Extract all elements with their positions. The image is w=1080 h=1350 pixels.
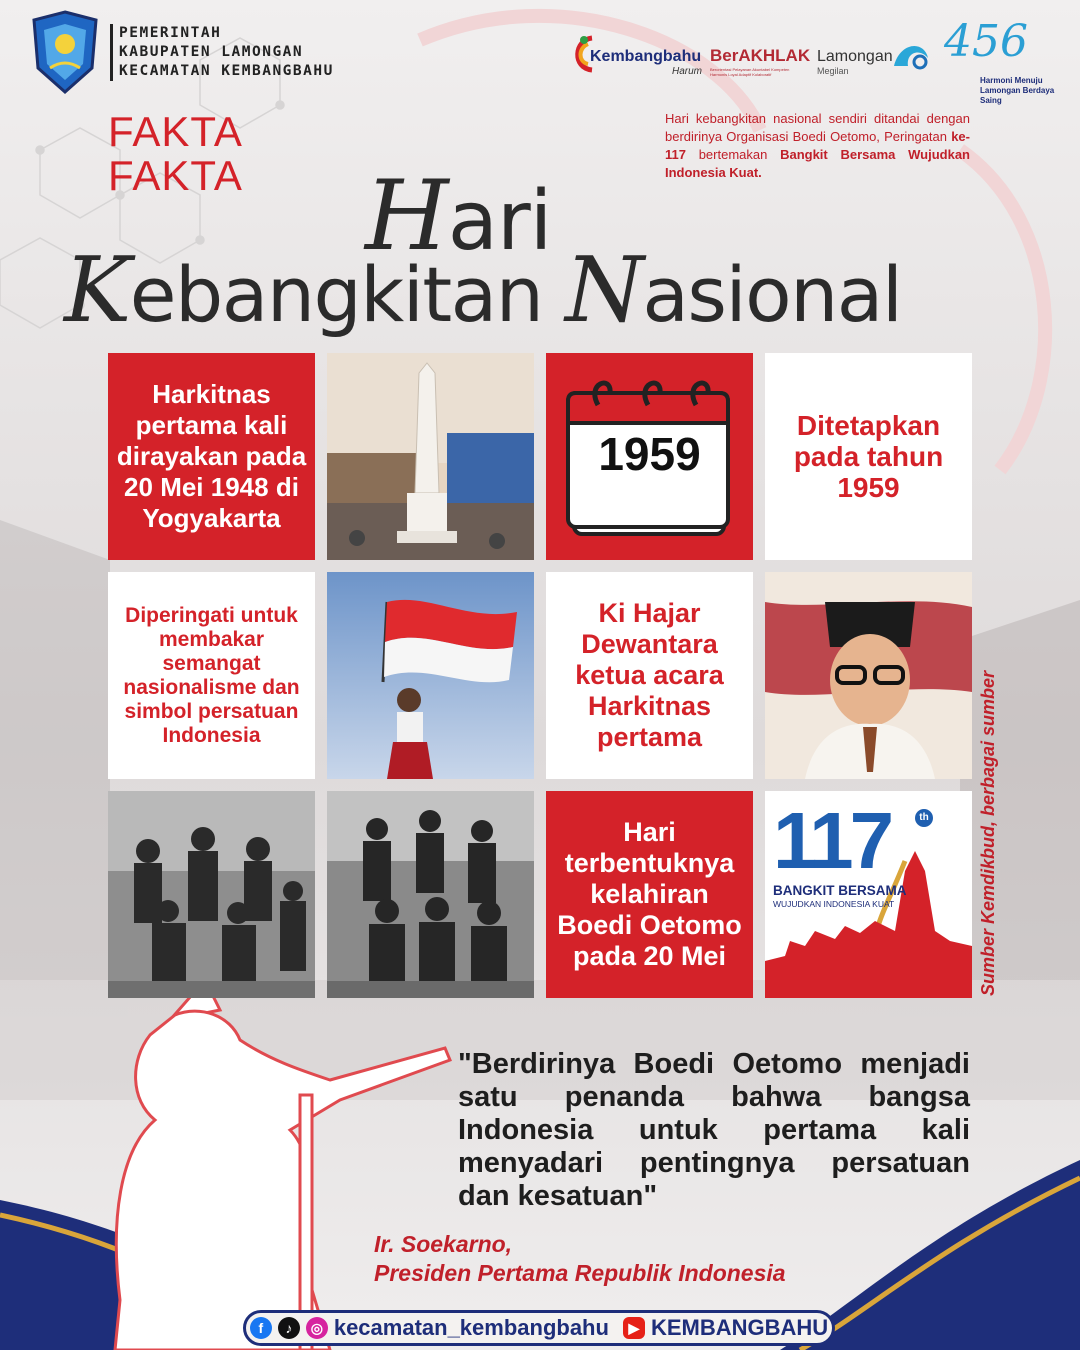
calendar-tile	[546, 353, 753, 560]
fact-tile-ki-hajar	[546, 572, 753, 779]
fact-first-celebration-text: Harkitnas pertama kali dirayakan pada 20 Mei 1948 di Yogyakarta	[116, 379, 307, 533]
logo-117-number: 117	[773, 796, 891, 885]
intro-bold-1: ke-117	[665, 129, 970, 162]
photo-child-flag	[327, 572, 534, 779]
facebook-icon[interactable]: f	[250, 1317, 272, 1339]
intro-bold-2: Bangkit Bersama Wujudkan Indonesia Kuat.	[665, 147, 970, 180]
fact-established-text: Ditetapkan pada tahun 1959	[793, 410, 944, 503]
title-nasional: asional	[642, 250, 902, 339]
title-initial-n: N	[565, 238, 643, 343]
tugu-monument-image	[327, 353, 534, 560]
fact-tile-first-celebration	[108, 353, 315, 560]
anniversary-tagline-line1: Harmoni Menuju	[980, 76, 1043, 85]
historic-group-photo-2	[327, 791, 534, 998]
photo-tugu-yogyakarta	[327, 353, 534, 560]
title-initial-k: K	[64, 238, 130, 343]
fact-ki-hajar-text: Ki Hajar Dewantara ketua acara Harkitnas pertama	[575, 598, 724, 752]
partner-logos	[572, 16, 1072, 105]
title-line-2	[64, 238, 901, 343]
kembangbahu-logo-sub: Harum	[672, 66, 703, 77]
source-note: Sumber Kemdikbud, berbagai sumber	[978, 670, 998, 996]
social-handle[interactable]: kecamatan_kembangbahu	[333, 1315, 609, 1340]
fact-tile-purpose	[108, 572, 315, 779]
calendar-year: 1959	[598, 428, 701, 480]
soekarno-quote: "Berdirinya Boedi Oetomo menjadi satu penanda bahwa bangsa Indonesia untuk pertama kali menyadari pentingnya persatuan dan kesatuan"	[458, 1048, 970, 1212]
title-kebangkitan: ebangkitan	[129, 250, 543, 339]
lamongan-logo-text: Lamongan	[817, 48, 893, 65]
attribution-name: Ir. Soekarno,	[374, 1231, 513, 1257]
intro-text-1: Hari kebangkitan nasional sendiri ditandai dengan berdirinya Organisasi Boedi Oetomo, Peringatan	[665, 111, 970, 144]
social-media-footer	[243, 1310, 835, 1346]
fact-tile-founding	[546, 791, 753, 998]
logo-117-tile	[765, 791, 972, 998]
fakta-heading	[108, 110, 243, 198]
government-header	[30, 10, 334, 94]
fact-purpose-text: Diperingati untuk membakar semangat nasionalisme dan simbol persatuan Indonesia	[123, 603, 300, 747]
org-line-3: KECAMATAN KEMBANGBAHU	[119, 62, 334, 79]
anniversary-456-logo: 456	[944, 16, 1028, 67]
instagram-icon[interactable]: ◎	[306, 1317, 328, 1339]
historic-group-photo-1	[108, 791, 315, 998]
kembangbahu-logo-text: Kembangbahu	[590, 48, 702, 65]
photo-boedi-oetomo-founders-2	[327, 791, 534, 998]
logo-117-suffix: th	[915, 809, 933, 827]
quote-attribution	[374, 1230, 786, 1288]
anniversary-tagline	[980, 76, 1072, 106]
org-line-1: PEMERINTAH	[119, 24, 222, 41]
lamongan-logo-sub: Megilan	[817, 66, 849, 76]
youtube-channel[interactable]: KEMBANGBAHU	[650, 1315, 829, 1340]
youtube-icon[interactable]: ▶	[623, 1317, 645, 1339]
lamongan-wave-icon	[890, 36, 932, 76]
lamongan-crest-icon	[30, 10, 100, 94]
tiktok-icon[interactable]: ♪	[278, 1317, 300, 1339]
photo-boedi-oetomo-founders-1	[108, 791, 315, 998]
berakhlak-logo-sub: Berorientasi Pelayanan Akuntabel Kompeten Harmonis Loyal Adaptif Kolaboratif	[710, 67, 790, 77]
org-line-2: KABUPATEN LAMONGAN	[119, 43, 304, 60]
berakhlak-logo-text: BerAKHLAK	[710, 46, 811, 65]
intro-text-2: bertemakan	[685, 147, 781, 162]
intro-paragraph	[665, 110, 970, 182]
fakta-line-2: FAKTA	[108, 152, 243, 199]
child-waving-flag-image	[327, 572, 534, 779]
logo-117-tagline-1: BANGKIT BERSAMA	[773, 883, 907, 898]
fact-founding-text: Hari terbentuknya kelahiran Boedi Oetomo pada 20 Mei	[557, 817, 742, 971]
fact-tile-established	[765, 353, 972, 560]
portrait-ki-hajar-dewantara	[765, 572, 972, 779]
logo-117-tagline-2: WUJUDKAN INDONESIA KUAT	[773, 899, 895, 909]
attribution-role: Presiden Pertama Republik Indonesia	[374, 1260, 786, 1286]
fakta-line-1: FAKTA	[108, 108, 243, 155]
anniversary-tagline-line2: Lamongan Berdaya Saing	[980, 86, 1055, 105]
title-initial-h: H	[365, 160, 448, 272]
title-ari: ari	[447, 174, 552, 269]
ki-hajar-dewantara-portrait	[765, 572, 972, 779]
organization-name	[110, 24, 334, 81]
